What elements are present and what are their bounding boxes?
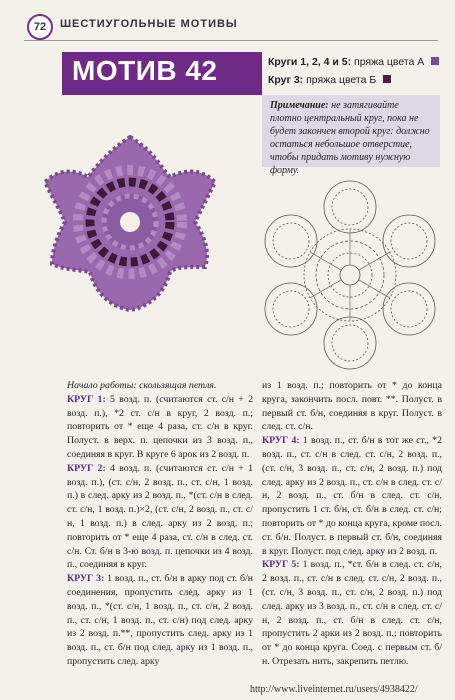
yarn-line-2 — [268, 74, 391, 86]
yarn-line-1 — [268, 56, 439, 68]
color-swatch-b — [383, 75, 391, 83]
diagram-petals — [265, 181, 435, 369]
yarn-label-1: Круги 1, 2, 4 и 5: — [268, 56, 352, 68]
instructions-left — [67, 379, 253, 669]
round-1: КРУГ 1: 5 возд. п. (считаются ст. с/н + 2 возд. п.), *2 ст. с/н в круг, 2 возд. п.; повторить от * еще 4 раза, ст. с/н в круг. Полуст. в верх. п. цепочки из 3 возд. п., соединяя в круг. В круге 6 арок из 2 возд. п. — [67, 393, 253, 460]
header-rule — [24, 40, 438, 41]
round-3: КРУГ 3: 1 возд. п., ст. б/н в арку под ст. б/н соединения, пропустить след. арку из 1 возд. п., *(ст. с/н, 1 возд. п., ст. с/н, 2 возд. п., ст. с/н, 1 возд. п., ст. с/н) под след. арку из 2 возд. п.**, пропустить след. арку из 1 возд. п., ст. б/н под след. арку из 1 возд. п., пропустить след. арку — [67, 573, 253, 667]
note-label: Примечание: — [270, 100, 329, 111]
start-text: Начало работы: скользящая петля. — [67, 380, 217, 391]
round-5: КРУГ 5: 1 возд. п., *ст. б/н в след. ст. с/н, 2 возд. п., ст. с/н в след. ст. с/н, 2 возд. п., (ст. с/н, 3 возд. п., ст. с/н, 2 возд. п.) под след. арку из 3 возд. п., ст. с/н в след. ст. с/н, 2 возд. п., ст. б/н в след. ст. с/н, пропустить 2 арки из 2 возд. п.; повторить от * до конца круга. Соед. с первым ст. б/н. Отрезать нить, закрепить петлю. — [262, 559, 442, 667]
crochet-diagram — [255, 180, 445, 370]
motif-title: МОТИВ 42 — [72, 55, 218, 86]
page-number: 72 — [27, 14, 53, 40]
color-swatch-a — [431, 57, 439, 65]
round-2: КРУГ 2: 4 возд. п. (считаются ст. с/н + 1 возд. п.), (ст. с/н, 2 возд. п., ст. с/н, 1 возд. п.) в след. арку из 2 возд. п., *(ст. с/н в след. ст. с/н, 1 возд. п.)×2, (ст. с/н, 2 возд. п., ст. с/н, 1 возд. п.) в след. арку из 2 возд. п.; повторить от * еще 4 раза, ст. с/н в след. ст. с/н. Ст. б/н в 3-ю возд. п. цепочки из 4 возд. п., соединяя в круг. — [67, 462, 253, 571]
note-text: не затягивайте плотно центральный круг, пока не будет закончен второй круг: должно остаться небольшое отверстие, чтобы придать мотиву нужную форму. — [270, 100, 430, 176]
yarn-text-1: пряжа цвета А — [354, 56, 425, 68]
yarn-text-2: пряжа цвета Б — [306, 74, 377, 86]
round-3-cont: из 1 возд. п.; повторить от * до конца круга, закончить посл. повт. **. Полуст. в первый ст. б/н, соединяя в круг. Полуст. в след. ст. с/н. — [262, 380, 442, 433]
yarn-label-2: Круг 3: — [268, 74, 304, 86]
footer-url: http://www.liveinternet.ru/users/4938422/ — [250, 684, 418, 695]
instructions-right — [262, 379, 442, 669]
note-box — [262, 95, 440, 176]
round-4: КРУГ 4: 1 возд. п., ст. б/н в тот же ст., *2 возд. п., ст. с/н в след. ст. с/н, 2 возд. п., (ст. с/н, 3 возд. п., ст. с/н, 2 возд. п.) под след. арку из 2 возд. п., ст. с/н в след. ст. с/н, 2 возд. п., ст. б/н в след. ст. с/н, пропустить 1 ст. б/н, ст. б/н в след. ст. с/н; повторить от * до конца круга, кроме посл. ст. б/н. Полуст. в первый ст. б/н, соединяя в круг. Полуст. под след. арку из 2 возд. п. — [262, 435, 442, 557]
motif-photo — [25, 132, 235, 312]
running-title: ШЕСТИУГОЛЬНЫЕ МОТИВЫ — [60, 18, 238, 30]
